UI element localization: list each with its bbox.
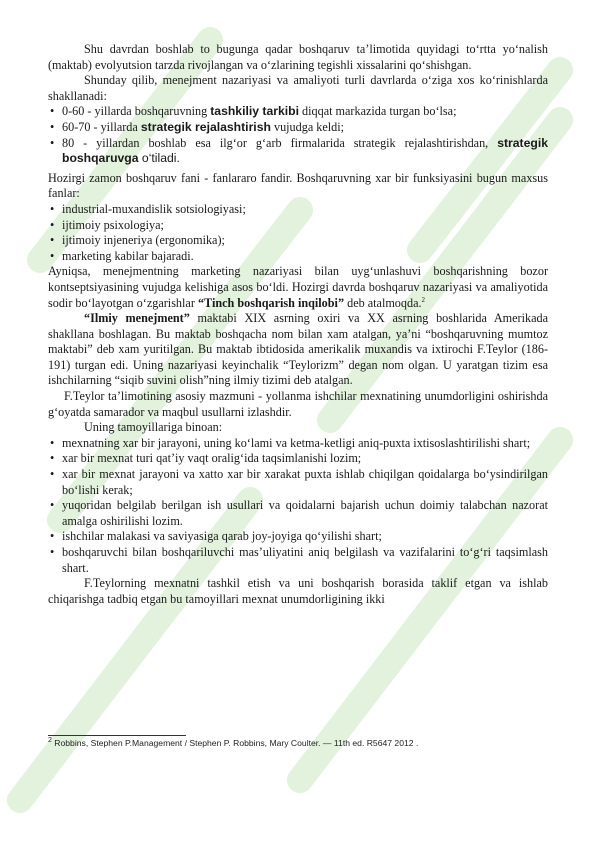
list-item: • 80 - yillardan boshlab esa ilg‘or g‘arb firmalarida strategik rejalashtirishdan, strategik boshqaruvga o‘tiladi. <box>48 136 548 167</box>
page-body <box>48 42 548 607</box>
footnote-ref[interactable]: 2 <box>421 295 426 304</box>
intro-paragraph-2: Shunday qilib, menejment nazariyasi va amaliyoti turli davrlarda o‘ziga xos ko‘rinishlarda shakllanadi: <box>48 73 548 103</box>
list-item: • 60-70 - yillarda strategik rejalashtirish vujudga keldi; <box>48 120 548 136</box>
list-item: • ishchilar malakasi va saviyasiga qarab joy-joyiga qo‘yilishi shart; <box>48 529 548 545</box>
closing-paragraph: F.Teylorning mexnatni tashkil etish va uni boshqarish borasida taklif etgan va ishlab chiqarishga tadbiq etgan bu tamoyillari mexnat unumdorligining ikki <box>48 576 548 606</box>
list-item: • boshqaruvchi bilan boshqariluvchi mas’uliyatini aniq belgilash va vazifalarini to‘g‘ri taqsimlash shart. <box>48 545 548 576</box>
footnote: $^2$ Robbins, Stephen P.Management / Stephen P. Robbins, Mary Coulter. — 11th ed. R5647 2012 . <box>48 737 419 748</box>
principles-list <box>48 436 548 576</box>
list-item: • ijtimoiy psixologiya; <box>48 218 548 234</box>
list-item: • xar bir mexnat turi qat’iy vaqt oralig‘ida taqsimlanishi lozim; <box>48 451 548 467</box>
principles-intro: Uning tamoyillariga binoan: <box>84 420 223 435</box>
taylor-paragraph: F.Teylor ta’limotining asosiy mazmuni - yollanma ishchilar mexnatining unumdorligini oshirishda g‘oyatda samarador va maqbul usullarni izlashdir. <box>48 389 548 419</box>
disciplines-list <box>48 202 548 264</box>
intro-paragraph: Shu davrdan boshlab to bugunga qadar boshqaruv ta’limotida quyidagi to‘rtta yo‘nalish (maktab) evolyutsion tarzda rivojlangan va o‘zlarining tegishli xissalarini qo‘shishgan. <box>48 42 548 72</box>
footnote-divider <box>48 735 186 736</box>
list-item: • industrial-muxandislik sotsiologiyasi; <box>48 202 548 218</box>
list-item: • mexnatning xar bir jarayoni, uning ko‘lami va ketma-ketligi aniq-puxta ixtisoslashtirilishi shart; <box>48 436 548 452</box>
list-item: • marketing kabilar bajaradi. <box>48 249 548 265</box>
list-item: • ijtimoiy injeneriya (ergonomika); <box>48 233 548 249</box>
period-list <box>48 104 548 166</box>
interdisciplinary-paragraph: Hozirgi zamon boshqaruv fani - fanlararo fandir. Boshqaruvning xar bir funksiyasini bugun maxsus fanlar: <box>48 170 548 201</box>
list-item: • xar bir mexnat jarayoni va xatto xar bir xarakat puxta ishlab chiqilgan qoidalarga bo‘ysindirilgan bo‘lishi kerak; <box>48 467 548 498</box>
list-item: • yuqoridan belgilab berilgan ish usullari va qoidalarni bajarish uchun doimiy talabchan nazorat amalga oshirilishi lozim. <box>48 498 548 529</box>
marketing-paragraph: Ayniqsa, menejmentning marketing nazariyasi bilan uyg‘unlashuvi boshqarishning bozor kontseptsiyasining vujudga kelishiga asos bo‘ldi. Hozirgi davrda boshqaruv nazariyasi va amaliyotida sodir bo‘layotgan o‘zgarishlar “Tinch boshqarish inqilobi” deb atalmoqda.$^2$ <box>48 264 548 310</box>
list-item: • 0-60 - yillarda boshqaruvning tashkiliy tarkibi diqqat markazida turgan bo‘lsa; <box>48 104 548 120</box>
scientific-management-paragraph: “Ilmiy menejment” maktabi XIX asrning oxiri va XX asrning boshlarida Amerikada shakllana boshlagan. Bu maktab boshqacha nom bilan xam atalgan, ya’ni “boshqaruvning mumtoz maktabi” deb xam yuritilgan. Bu maktab ibtidosida amerikalik muxandis va ixtirochi F.Teylor (186-191) turgan edi. Uning nazariyasi keyinchalik “Teylorizm” degan nom olgan. U yaratgan tizim esa ishchilarning “siqib suvini olish”ning ilmiy tizimi deb atalgan. <box>48 311 548 388</box>
